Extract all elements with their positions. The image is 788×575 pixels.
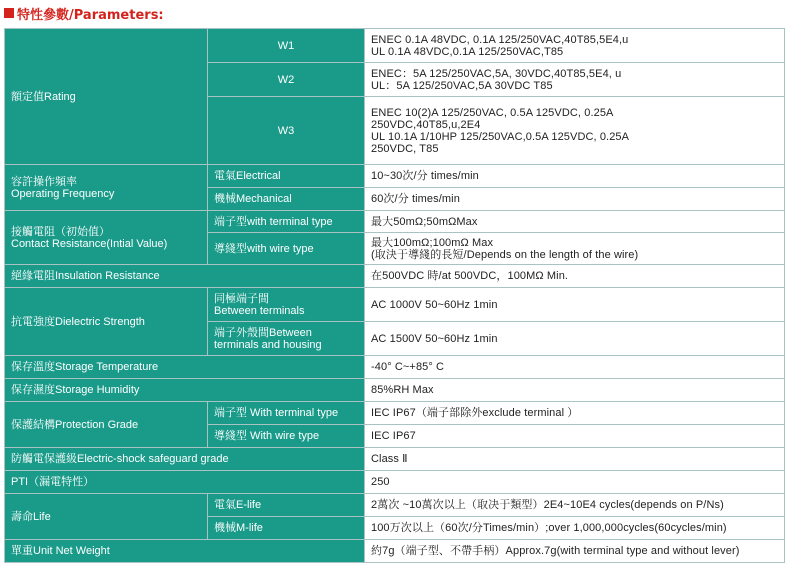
weight-value: 約7g（端子型、不帶手柄）Approx.7g(with terminal type and without lever) (365, 540, 785, 563)
storage-humidity-label: 保存濕度Storage Humidity (5, 379, 365, 402)
section-heading (4, 4, 164, 22)
protection-terminal-value: IEC IP67（端子部除外exclude terminal ） (365, 402, 785, 425)
contact-resistance-label: 接觸電阻（初始值） Contact Resistance(Intial Value) (5, 211, 208, 265)
w2-label: W2 (208, 63, 365, 97)
red-square-bullet-icon (4, 8, 14, 18)
mechanical-life-label: 機械M-life (208, 517, 365, 540)
pti-value: 250 (365, 471, 785, 494)
shock-value: Class Ⅱ (365, 448, 785, 471)
table-row (5, 540, 785, 563)
protection-terminal-label: 端子型 With terminal type (208, 402, 365, 425)
table-row (5, 288, 785, 322)
storage-temperature-value: -40° C~+85° C (365, 356, 785, 379)
table-row (5, 165, 785, 188)
electrical-life-value: 2萬次 ~10萬次以上（取决于類型）2E4~10E4 cycles(depends on P/Ns) (365, 494, 785, 517)
insulation-value: 在500VDC 時/at 500VDC，100MΩ Min. (365, 265, 785, 288)
mechanical-life-value: 100万次以上（60次/分Times/min）;over 1,000,000cycles(60cycles/min) (365, 517, 785, 540)
insulation-label: 絕緣電阻Insulation Resistance (5, 265, 365, 288)
heading-text: 特性參數/Parameters: (17, 7, 164, 23)
terminals-housing-value: AC 1500V 50~60Hz 1min (365, 322, 785, 356)
table-row (5, 356, 785, 379)
dielectric-label: 抗電強度Dielectric Strength (5, 288, 208, 356)
contact-terminal-label: 端子型with terminal type (208, 211, 365, 233)
electrical-frequency-value: 10~30次/分 times/min (365, 165, 785, 188)
w3-label: W3 (208, 97, 365, 165)
frequency-label: 容許操作頻率 Operating Frequency (5, 165, 208, 211)
table-row (5, 211, 785, 233)
w1-value: ENEC 0.1A 48VDC, 0.1A 125/250VAC,40T85,5E4,u UL 0.1A 48VDC,0.1A 125/250VAC,T85 (365, 29, 785, 63)
rating-label: 額定值Rating (5, 29, 208, 165)
contact-wire-value: 最大100mΩ;100mΩ Max (取決于導綫的長短/Depends on the length of the wire) (365, 233, 785, 265)
w2-value: ENEC：5A 125/250VAC,5A, 30VDC,40T85,5E4, u UL：5A 125/250VAC,5A 30VDC T85 (365, 63, 785, 97)
mechanical-frequency-label: 機械Mechanical (208, 188, 365, 211)
electrical-frequency-label: 電氣Electrical (208, 165, 365, 188)
table-row (5, 265, 785, 288)
pti-label: PTI（漏電特性） (5, 471, 365, 494)
storage-temperature-label: 保存溫度Storage Temperature (5, 356, 365, 379)
protection-label: 保護結構Protection Grade (5, 402, 208, 448)
between-terminals-value: AC 1000V 50~60Hz 1min (365, 288, 785, 322)
table-row (5, 379, 785, 402)
storage-humidity-value: 85%RH Max (365, 379, 785, 402)
life-label: 壽命Life (5, 494, 208, 540)
w1-label: W1 (208, 29, 365, 63)
table-row (5, 494, 785, 517)
terminals-housing-label: 端子外殼間Between terminals and housing (208, 322, 365, 356)
table-row (5, 471, 785, 494)
contact-terminal-value: 最大50mΩ;50mΩMax (365, 211, 785, 233)
between-terminals-label: 同極端子間 Between terminals (208, 288, 365, 322)
contact-wire-label: 導綫型with wire type (208, 233, 365, 265)
parameters-table (4, 28, 785, 563)
table-row (5, 448, 785, 471)
weight-label: 單重Unit Net Weight (5, 540, 365, 563)
table-row (5, 29, 785, 63)
electrical-life-label: 電氣E-life (208, 494, 365, 517)
table-row (5, 402, 785, 425)
shock-label: 防觸電保護級Electric-shock safeguard grade (5, 448, 365, 471)
w3-value: ENEC 10(2)A 125/250VAC, 0.5A 125VDC, 0.25A 250VDC,40T85,u,2E4 UL 10.1A 1/10HP 125/250VAC,0.5A 125VDC, 0.25A 250VDC, T85 (365, 97, 785, 165)
protection-wire-value: IEC IP67 (365, 425, 785, 448)
mechanical-frequency-value: 60次/分 times/min (365, 188, 785, 211)
protection-wire-label: 導綫型 With wire type (208, 425, 365, 448)
